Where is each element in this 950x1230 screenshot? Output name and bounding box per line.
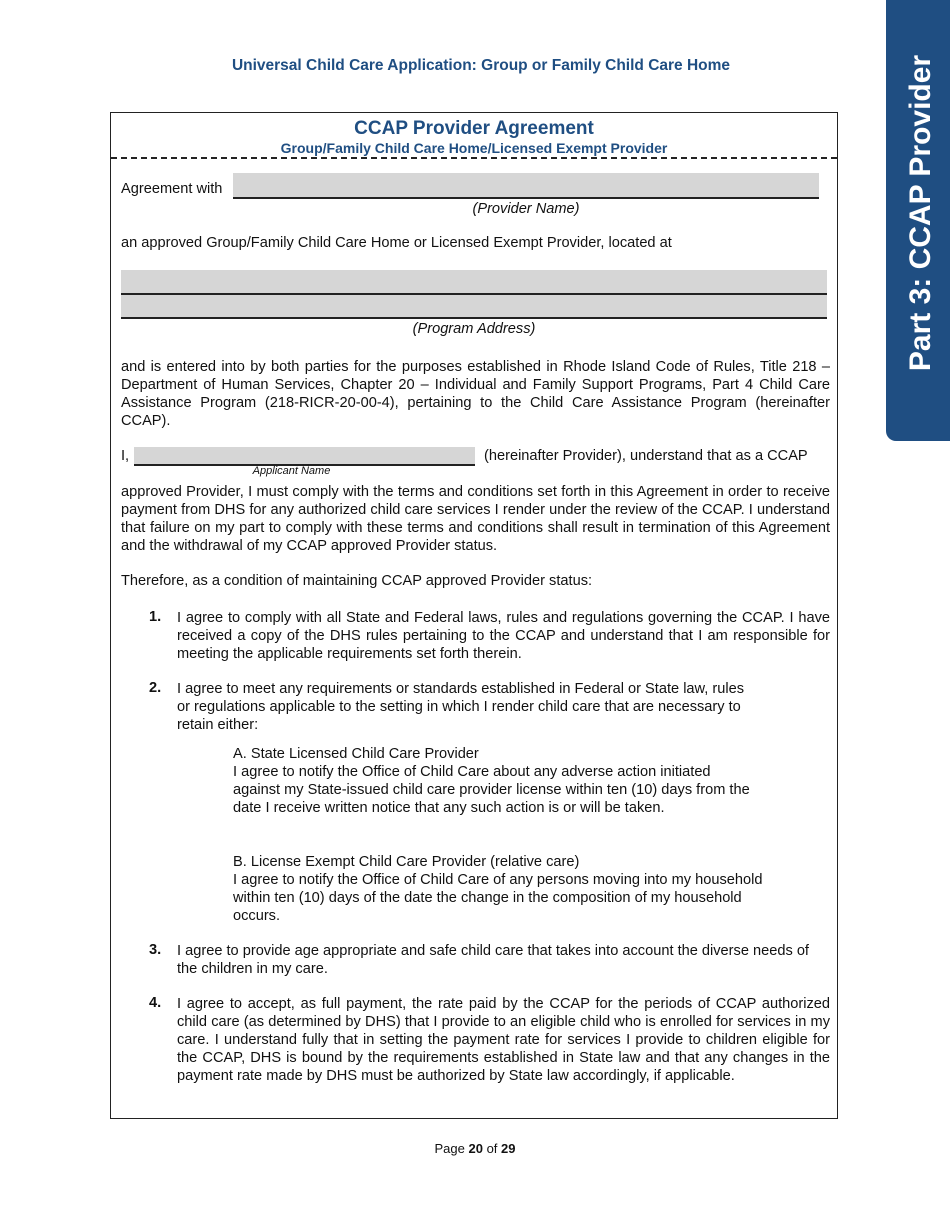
sub-item-b-text: I agree to notify the Office of Child Care of any persons moving into my household within ten (10) days of the date the change in the composition of my household occurs. — [233, 872, 763, 924]
footer-of: of — [486, 1141, 498, 1156]
footer-page-total: 29 — [501, 1141, 516, 1156]
agreement-title: CCAP Provider Agreement — [354, 118, 594, 139]
item-4-text: I agree to accept, as full payment, the rate paid by the CCAP for the periods of CCAP authorized child care (as determined by DHS) that I provide to an eligible child who is enrolled for services in my care. I understand fully that in setting the payment rate for services I provide to children eligible for the CCAP, DHS is bound by the requirements established in State law and that any changes in the payment rate made by DHS must be authorized by State law accordingly, if applicable. — [177, 996, 830, 1084]
approved-provider-text: an approved Group/Family Child Care Home or Licensed Exempt Provider, located at — [121, 235, 672, 251]
sub-item-b-heading: B. License Exempt Child Care Provider (relative care) — [233, 854, 580, 870]
side-tab-label: Part 3: CCAP Provider — [904, 54, 937, 372]
side-tab — [886, 0, 950, 441]
page-footer — [0, 1141, 950, 1156]
item-3-text: I agree to provide age appropriate and safe child care that takes into account the diverse needs of the children in my care. — [177, 943, 809, 977]
agreement-frame — [110, 112, 838, 1119]
therefore-text: Therefore, as a condition of maintaining CCAP approved Provider status: — [121, 573, 593, 589]
item-2-number: 2. — [149, 680, 162, 696]
agreement-subtitle: Group/Family Child Care Home/Licensed Exempt Provider — [280, 140, 668, 156]
item-3-number: 3. — [149, 942, 162, 958]
provider-name-caption: (Provider Name) — [472, 201, 580, 217]
dashed-divider — [111, 157, 837, 159]
sub-item-a-heading: A. State Licensed Child Care Provider — [233, 746, 479, 762]
item-2-text: I agree to meet any requirements or standards established in Federal or State law, rules or regulations applicable to the setting in which I render child care that are necessary to retain either: — [177, 681, 745, 733]
program-address-caption: (Program Address) — [412, 321, 536, 337]
program-address-line-2[interactable] — [121, 295, 827, 319]
item-4-number: 4. — [149, 995, 162, 1011]
applicant-name-field[interactable] — [134, 447, 475, 466]
applicant-name-caption: Applicant Name — [252, 465, 331, 477]
footer-page-prefix: Page — [434, 1141, 465, 1156]
sub-item-a-text: I agree to notify the Office of Child Care about any adverse action initiated against my State-issued child care provider license within ten (10) days from the date I receive written notice that any such action is or will be taken. — [233, 764, 750, 816]
hereinafter-text: (hereinafter Provider), understand that as a CCAP — [484, 448, 808, 464]
program-address-line-1[interactable] — [121, 270, 827, 295]
item-1-text: I agree to comply with all State and Federal laws, rules and regulations governing the CCAP. I have received a copy of the DHS rules pertaining to the CCAP and understand that I am responsible for meeting the applicable requirements set forth therein. — [177, 610, 830, 662]
page-header: Universal Child Care Application: Group or Family Child Care Home — [231, 57, 731, 74]
footer-page-number: 20 — [468, 1141, 483, 1156]
item-1-number: 1. — [149, 609, 162, 625]
provider-name-field[interactable] — [233, 173, 819, 199]
i-label: I, — [121, 448, 130, 464]
comply-paragraph: approved Provider, I must comply with the terms and conditions set forth in this Agreement in order to receive payment from DHS for any authorized child care services I render under the review of the CCAP. I understand that failure on my part to comply with these terms and conditions shall result in termination of this Agreement and the withdrawal of my CCAP approved Provider status. — [121, 484, 830, 554]
entered-into-paragraph: and is entered into by both parties for the purposes established in Rhode Island Code of Rules, Title 218 – Department of Human Services, Chapter 20 – Individual and Family Support Programs, Part 4 Child Care Assistance Program (218-RICR-20-00-4), pertaining to the Child Care Assistance Program (hereinafter CCAP). — [121, 359, 830, 429]
agreement-with-label: Agreement with — [121, 181, 223, 197]
